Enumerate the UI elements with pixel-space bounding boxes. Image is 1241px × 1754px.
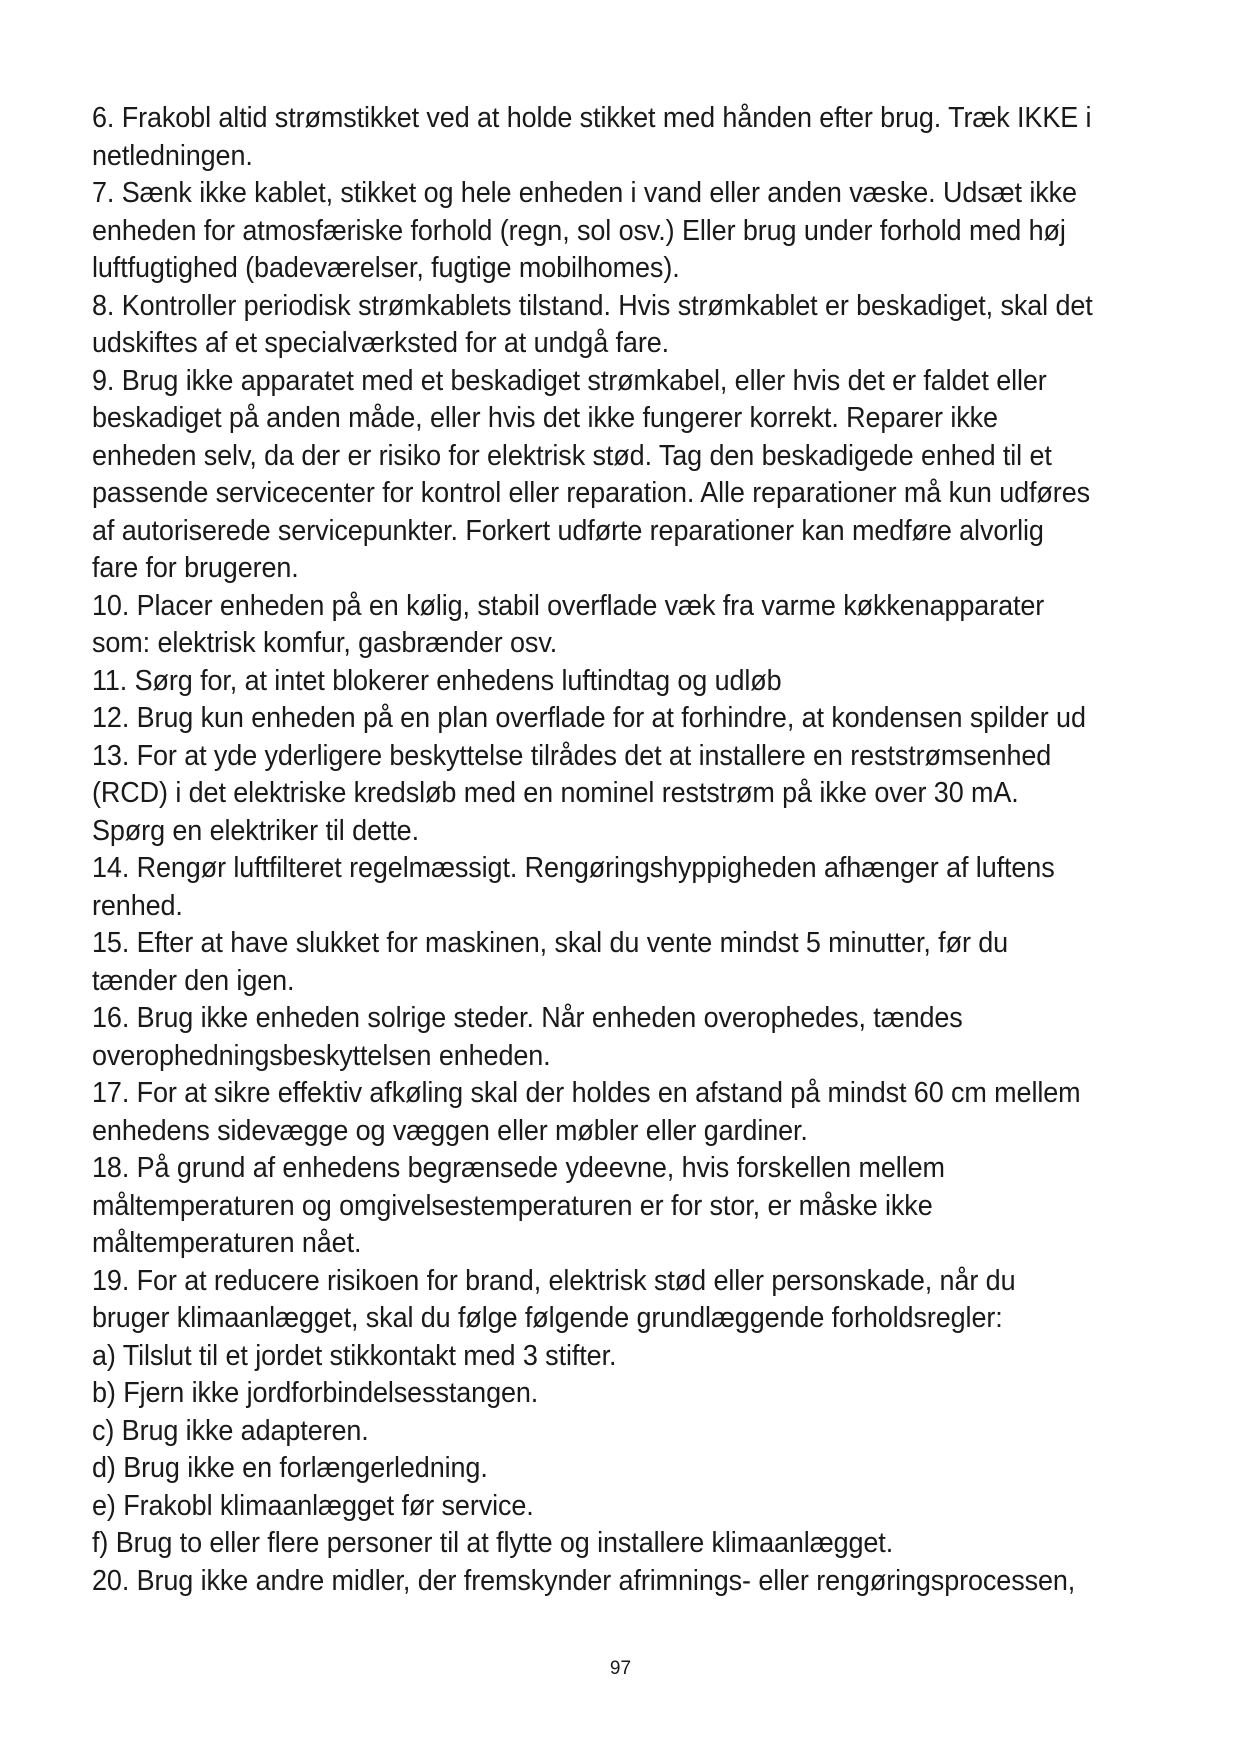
paragraph-item-13: 13. For at yde yderligere beskyttelse tilrådes det at installere en reststrømsenhed (RCD) i det elektriske kredsløb med en nominel reststrøm på ikke over 30 mA. Spørg en elektriker til dette. bbox=[92, 739, 1052, 847]
paragraph-item-10: 10. Placer enheden på en kølig, stabil overflade væk fra varme køkkenapparater som: elektrisk komfur, gasbrænder osv. bbox=[92, 589, 1045, 659]
paragraph-item-19: 19. For at reducere risikoen for brand, elektrisk stød eller personskade, når du bruger klimaanlægget, skal du følge følgende grundlæggende forholdsregler: bbox=[92, 1264, 1016, 1334]
sub-item-e: e) Frakobl klimaanlægget før service. bbox=[92, 1489, 534, 1522]
paragraph-item-7: 7. Sænk ikke kablet, stikket og hele enheden i vand eller anden væske. Udsæt ikke enheden for atmosfæriske forhold (regn, sol osv.) Eller brug under forhold med høj luftfugtighed (badeværelser, fugtige mobilhomes). bbox=[92, 177, 1077, 284]
paragraph-item-16: 16. Brug ikke enheden solrige steder. Når enheden overophedes, tændes overophedningsbeskyttelsen enheden. bbox=[92, 1002, 963, 1072]
page-number: 97 bbox=[609, 1658, 632, 1679]
paragraph-item-18: 18. På grund af enhedens begrænsede ydeevne, hvis forskellen mellem måltemperaturen og omgivelsestemperaturen er for stor, er måske ikke måltemperaturen nået. bbox=[92, 1152, 945, 1259]
paragraph-item-14: 14. Rengør luftfilteret regelmæssigt. Rengøringshyppigheden afhænger af luftens renhed. bbox=[92, 852, 1055, 922]
paragraph-item-11: 11. Sørg for, at intet blokerer enhedens luftindtag og udløb bbox=[92, 664, 782, 697]
sub-item-c: c) Brug ikke adapteren. bbox=[92, 1414, 369, 1447]
sub-item-f: f) Brug to eller flere personer til at flytte og installere klimaanlægget. bbox=[92, 1527, 894, 1559]
paragraph-item-8: 8. Kontroller periodisk strømkablets tilstand. Hvis strømkablet er beskadiget, skal det udskiftes af et specialværksted for at undgå fare. bbox=[92, 289, 1093, 359]
sub-item-b: b) Fjern ikke jordforbindelsesstangen. bbox=[92, 1377, 539, 1409]
paragraph-item-17: 17. For at sikre effektiv afkøling skal der holdes en afstand på mindst 60 cm mellem enhedens sidevægge og væggen eller møbler eller gardiner. bbox=[92, 1077, 1081, 1147]
paragraph-item-20: 20. Brug ikke andre midler, der fremskynder afrimnings- eller rengøringsprocessen, bbox=[92, 1564, 1076, 1597]
paragraph-item-15: 15. Efter at have slukket for maskinen, skal du vente mindst 5 minutter, før du tænder den igen. bbox=[92, 927, 1009, 997]
body-text bbox=[92, 100, 1096, 1600]
paragraph-item-6: 6. Frakobl altid strømstikket ved at holde stikket med hånden efter brug. Træk IKKE i netledningen. bbox=[92, 102, 1092, 172]
sub-item-a: a) Tilslut til et jordet stikkontakt med 3 stifter. bbox=[92, 1339, 617, 1372]
sub-item-d: d) Brug ikke en forlængerledning. bbox=[92, 1452, 488, 1484]
paragraph-item-9: 9. Brug ikke apparatet med et beskadiget strømkabel, eller hvis det er faldet eller beskadiget på anden måde, eller hvis det ikke fungerer korrekt. Reparer ikke enheden selv, da der er risiko for elektrisk stød. Tag den beskadigede enhed til et passende servicecenter for kontrol eller reparation. Alle reparationer må kun udføres af autoriserede servicepunkter. Forkert udførte reparationer kan medføre alvorlig fare for brugeren. bbox=[92, 364, 1091, 584]
paragraph-item-12: 12. Brug kun enheden på en plan overflade for at forhindre, at kondensen spilder ud bbox=[92, 702, 1086, 734]
